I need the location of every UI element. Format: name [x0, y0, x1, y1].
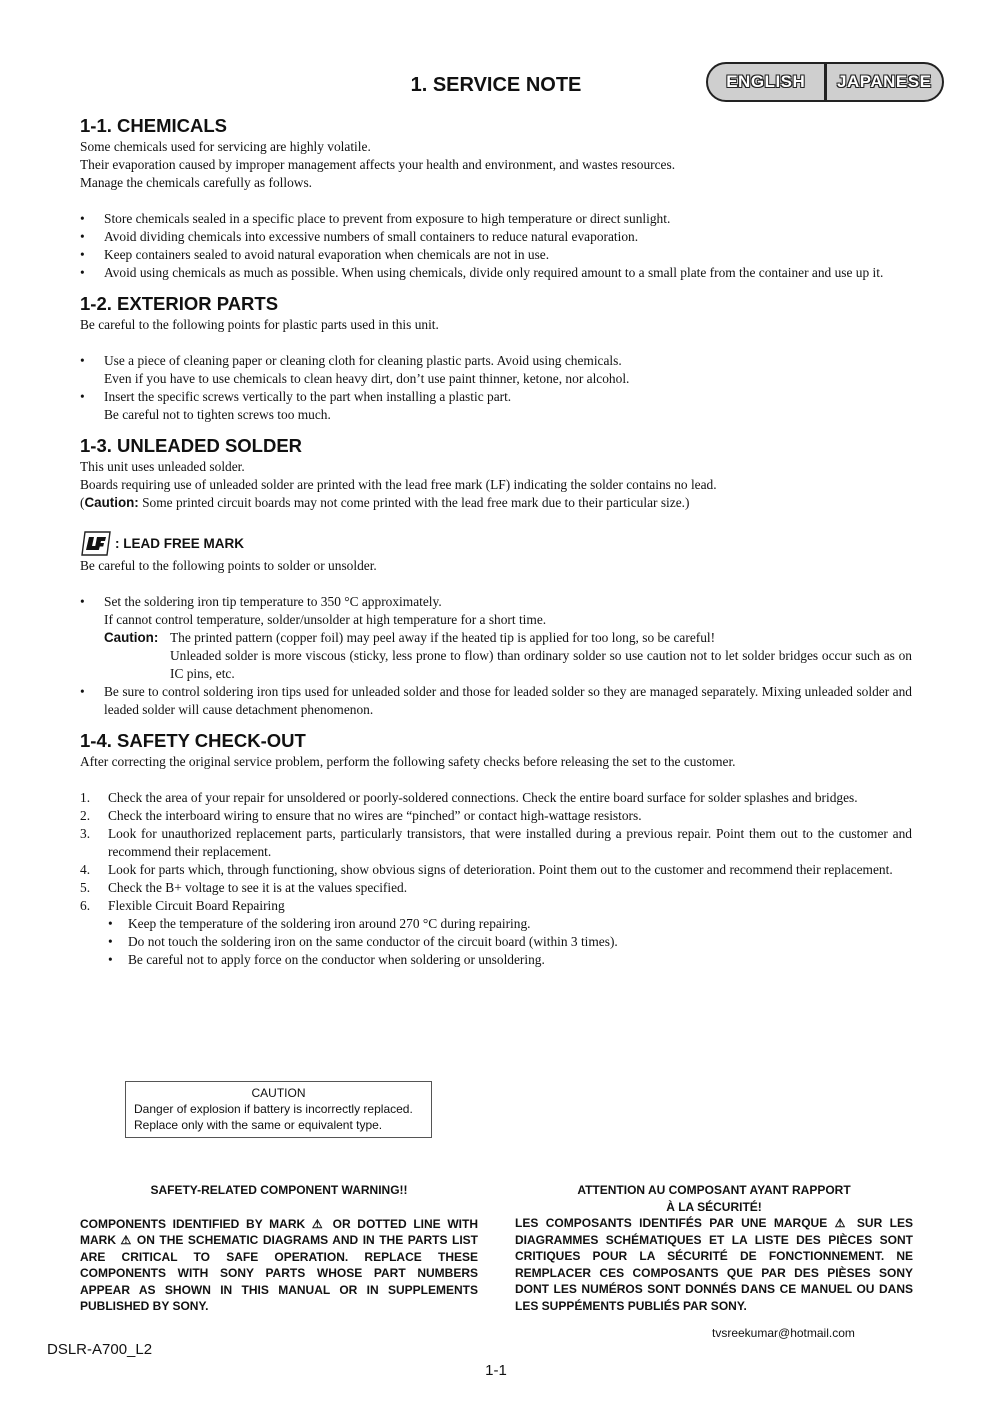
- page-number: 1-1: [485, 1362, 507, 1379]
- caution-text: The printed pattern (copper foil) may peel away if the heated tip is applied for too long, so be careful!: [170, 630, 716, 645]
- caution-box-line: Replace only with the same or equivalent type.: [134, 1118, 383, 1132]
- language-tab-japanese[interactable]: JAPANESE: [837, 72, 932, 91]
- contact-email: tvsreekumar@hotmail.com: [712, 1326, 855, 1340]
- language-selector: [706, 62, 944, 102]
- list-item: • Store chemicals sealed in a specific place to prevent from exposure to high temperature or direct sunlight.: [80, 210, 912, 228]
- chemicals-intro-line: Some chemicals used for servicing are highly volatile.: [80, 139, 371, 154]
- model-code: DSLR-A700_L2: [47, 1341, 153, 1358]
- list-item: [80, 807, 912, 825]
- list-item-line: Be careful not to tighten screws too much.: [104, 407, 331, 422]
- list-item-line: • Insert the specific screws vertically to the part when installing a plastic part.: [104, 389, 512, 404]
- list-number: 5.: [80, 880, 91, 895]
- page-title: 1. SERVICE NOTE: [410, 74, 582, 96]
- list-item: • Avoid dividing chemicals into excessive numbers of small containers to reduce natural evaporation.: [80, 228, 912, 246]
- list-item-line: • Set the soldering iron tip temperature to 350 °C approximately.: [104, 594, 442, 609]
- list-number: 6.: [80, 898, 91, 913]
- solder-caution-note: [80, 494, 912, 512]
- list-item: • Avoid using chemicals as much as possible. When using chemicals, divide only required amount to a small plate from the container and use up it.: [80, 264, 912, 282]
- list-item: • Do not touch the soldering iron on the same conductor of the circuit board (within 3 times).: [108, 933, 912, 951]
- warning-body: COMPONENTS IDENTIFIED BY MARK ⚠ OR DOTTED LINE WITH MARK ⚠ ON THE SCHEMATIC DIAGRAMS AND IN THE PARTS LIST ARE CRITICAL TO SAFE OPERATION. REPLACE THESE COMPONENTS WITH SONY PARTS WHOSE PART NUMBERS APPEAR AS SHOWN IN THIS MANUAL OR IN SUPPLEMENTS PUBLISHED BY SONY.: [80, 1216, 478, 1313]
- paren-open: (: [80, 495, 85, 510]
- safety-warning-french: [515, 1182, 913, 1314]
- list-item: [80, 879, 912, 897]
- caution-box-title: CAUTION: [251, 1086, 306, 1100]
- list-text: Check the B+ voltage to see it is at the values specified.: [108, 880, 408, 895]
- lead-free-mark-label: : LEAD FREE MARK: [115, 535, 244, 551]
- list-item: [80, 825, 912, 861]
- solder-caution-block: [104, 629, 912, 683]
- list-text: Look for parts which, through functioning, show obvious signs of deterioration. Point them out to the customer and recommend their replacement.: [108, 862, 893, 877]
- list-text: Check the area of your repair for unsoldered or poorly-soldered connections. Check the entire board surface for solder splashes and bridges.: [108, 790, 858, 805]
- safety-numbered-list: [80, 789, 912, 969]
- list-text: Flexible Circuit Board Repairing: [108, 898, 285, 913]
- list-item: • Be sure to control soldering iron tips used for unleaded solder and those for leaded solder so they are managed separately. Mixing unleaded solder and leaded solder will cause detachment phenomenon.: [80, 683, 912, 719]
- solder-intro-line: This unit uses unleaded solder.: [80, 459, 245, 474]
- service-note-content: [80, 114, 912, 969]
- section-heading-chemicals: 1-1. CHEMICALS: [80, 115, 227, 136]
- list-number: 1.: [80, 790, 91, 805]
- battery-caution-box: [125, 1081, 432, 1138]
- caution-text: Some printed circuit boards may not come printed with the lead free mark due to their particular size.): [138, 495, 690, 510]
- list-item: [80, 388, 912, 424]
- list-item: [80, 897, 912, 969]
- list-item: • Be careful not to apply force on the conductor when soldering or unsoldering.: [108, 951, 912, 969]
- caution-label: Caution:: [84, 495, 139, 510]
- lead-free-mark-row: [80, 530, 912, 557]
- solder-bullet-list: [80, 593, 912, 719]
- caution-label: Caution:: [104, 630, 159, 645]
- warning-body: LES COMPOSANTS IDENTIFÉS PAR UNE MARQUE ⚠ SUR LES DIAGRAMMES SCHÉMATIQUES ET LA LISTE DES PIÈCES SONT CRITIQUES POUR LA SÉCURITÉ DE FONCTIONNEMENT. NE REMPLACER CES COMPOSANTS QUE PAR DES PIÈSES SONY DONT LES NUMÉROS SONT DONNÉS DANS CE MANUEL OU DANS LES SUPPÉMENTS PUBLIÉS PAR SONY.: [515, 1216, 913, 1313]
- section-heading-unleaded-solder: 1-3. UNLEADED SOLDER: [80, 435, 303, 456]
- list-text: Check the interboard wiring to ensure that no wires are “pinched” or contact high-wattage resistors.: [108, 808, 642, 823]
- flex-board-sub-list: [108, 915, 912, 969]
- section-heading-exterior-parts: 1-2. EXTERIOR PARTS: [80, 293, 279, 314]
- list-item: • Keep containers sealed to avoid natural evaporation when chemicals are not in use.: [80, 246, 912, 264]
- list-number: 4.: [80, 862, 91, 877]
- caution-box-line: Danger of explosion if battery is incorrectly replaced.: [134, 1102, 413, 1116]
- warning-title: SAFETY-RELATED COMPONENT WARNING!!: [150, 1183, 408, 1197]
- chemicals-intro-line: Their evaporation caused by improper management affects your health and environment, and wastes resources.: [80, 157, 676, 172]
- list-item: [80, 593, 912, 683]
- safety-intro: After correcting the original service problem, perform the following safety checks before releasing the set to the customer.: [80, 754, 736, 769]
- chemicals-bullet-list: [80, 210, 912, 282]
- exterior-intro: Be careful to the following points for plastic parts used in this unit.: [80, 317, 439, 332]
- chemicals-intro-line: Manage the chemicals carefully as follows.: [80, 175, 313, 190]
- language-tab-english[interactable]: ENGLISH: [726, 72, 806, 91]
- list-item: [80, 789, 912, 807]
- warning-title: ATTENTION AU COMPOSANT AYANT RAPPORT: [577, 1183, 851, 1197]
- list-item-line: Even if you have to use chemicals to clean heavy dirt, don’t use paint thinner, ketone, nor alcohol.: [104, 371, 630, 386]
- list-item-line: If cannot control temperature, solder/unsolder at high temperature for a short time.: [104, 612, 547, 627]
- exterior-bullet-list: [80, 352, 912, 424]
- solder-intro-line: Boards requiring use of unleaded solder are printed with the lead free mark (LF) indicating the solder contains no lead.: [80, 477, 717, 492]
- list-number: 2.: [80, 808, 91, 823]
- list-number: 3.: [80, 826, 91, 841]
- list-item: [80, 861, 912, 879]
- list-item-line: • Use a piece of cleaning paper or cleaning cloth for cleaning plastic parts. Avoid using chemicals.: [104, 353, 622, 368]
- section-heading-safety-check-out: 1-4. SAFETY CHECK-OUT: [80, 730, 306, 751]
- list-item: [80, 352, 912, 388]
- lead-free-intro: Be careful to the following points to solder or unsolder.: [80, 558, 377, 573]
- caution-text: Unleaded solder is more viscous (sticky, less prone to flow) than ordinary solder so use caution not to let solder bridges occur such as on IC pins, etc.: [170, 648, 912, 681]
- safety-warning-english: [80, 1182, 478, 1315]
- list-text: Look for unauthorized replacement parts, particularly transistors, that were installed during a previous repair. Point them out to the customer and recommend their replacement.: [108, 826, 912, 859]
- warning-title: À LA SÉCURITÉ!: [666, 1199, 762, 1214]
- list-item: • Keep the temperature of the soldering iron around 270 °C during repairing.: [108, 915, 912, 933]
- lead-free-mark-icon: [80, 530, 112, 557]
